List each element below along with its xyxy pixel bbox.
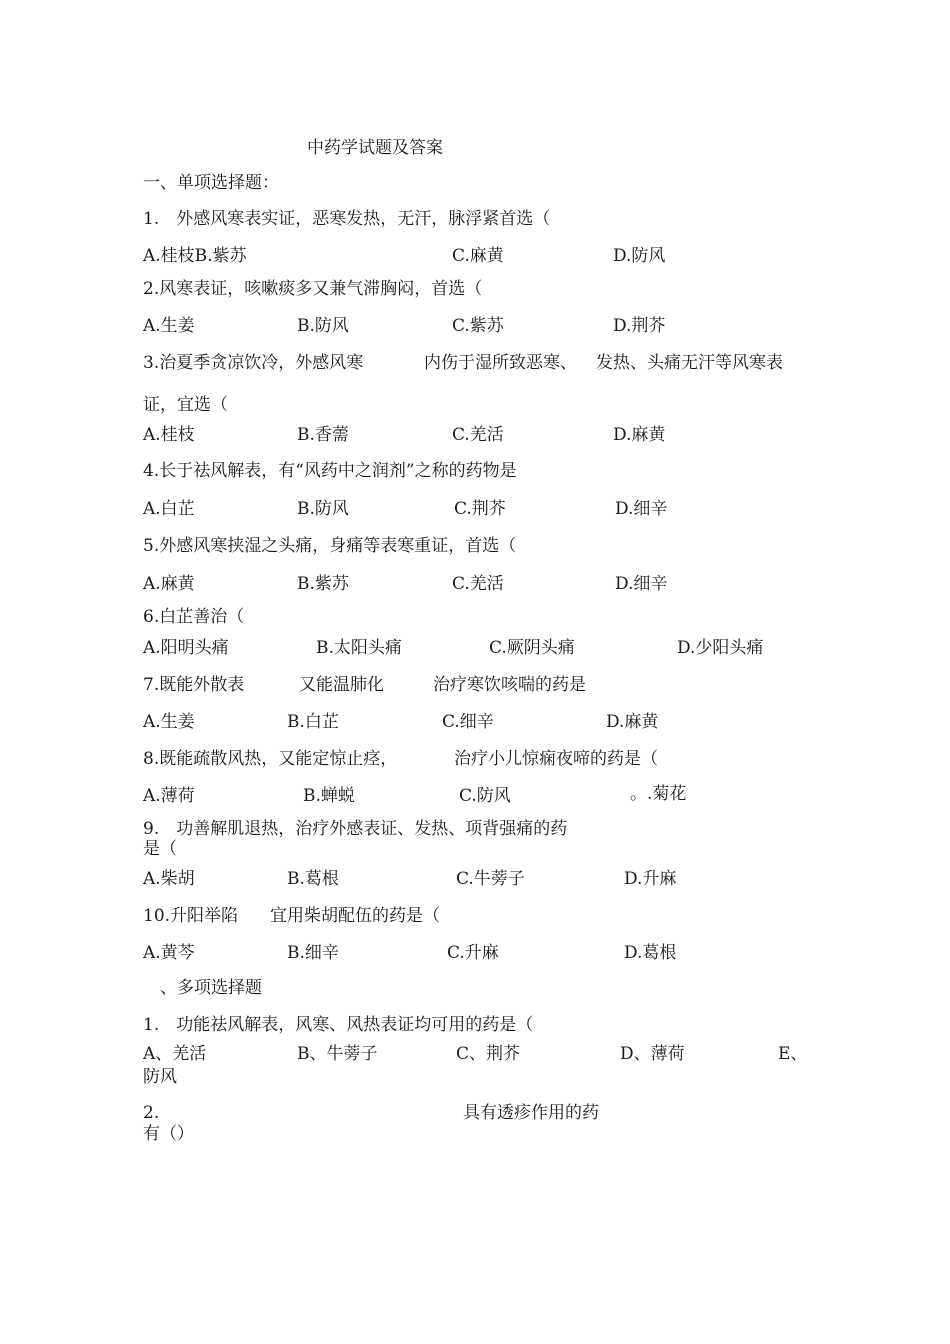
option: B.防风 — [297, 316, 349, 336]
option: D.细辛 — [615, 574, 668, 594]
section1-heading: 一、单项选择题： — [143, 173, 279, 193]
option: A、羌活 — [143, 1044, 207, 1064]
question-stem: 3.治夏季贪凉饮冷，外感风寒 — [143, 353, 364, 373]
option: D.麻黄 — [606, 712, 659, 732]
question-stem: 有（） — [143, 1124, 194, 1144]
question-stem: 具有透疹作用的药 — [463, 1103, 599, 1123]
question-stem: 8.既能疏散风热，又能定惊止痉， — [143, 749, 398, 769]
option: B.紫苏 — [297, 574, 349, 594]
question-stem: 1. 外感风寒表实证，恶寒发热，无汗，脉浮紧首选（ — [143, 209, 551, 229]
question-stem: 治疗小儿惊痫夜啼的药是（ — [454, 749, 658, 769]
option: C.防风 — [459, 786, 511, 806]
question-stem: 宜用柴胡配伍的药是（ — [270, 906, 440, 926]
question-stem: 10.升阳举陷 — [143, 906, 239, 926]
section2-heading: 、多项选择题 — [160, 978, 262, 998]
option: A.桂枝 — [143, 425, 195, 445]
question-stem: 1. 功能祛风解表，风寒、风热表证均可用的药是（ — [143, 1015, 534, 1035]
option: B.白芷 — [287, 712, 339, 732]
question-stem: 7.既能外散表 — [143, 675, 245, 695]
option: D.防风 — [613, 246, 666, 266]
option: B、牛蒡子 — [297, 1044, 378, 1064]
question-stem: 是（ — [143, 839, 177, 859]
question-stem: 5.外感风寒挟湿之头痛，身痛等表寒重证，首选（ — [143, 536, 517, 556]
document-title: 中药学试题及答案 — [307, 138, 443, 158]
question-stem: 9. 功善解肌退热，治疗外感表证、发热、项背强痛的药 — [143, 819, 568, 839]
option: B.葛根 — [287, 869, 339, 889]
option: A.麻黄 — [143, 574, 195, 594]
option: C.麻黄 — [452, 246, 504, 266]
option: D.升麻 — [624, 869, 677, 889]
question-stem: 治疗寒饮咳喘的药是 — [433, 675, 586, 695]
option: A.白芷 — [143, 499, 195, 519]
option: C.羌活 — [452, 425, 504, 445]
option: E、 — [778, 1044, 808, 1064]
option: 防风 — [143, 1067, 177, 1087]
question-stem: 4.长于祛风解表，有“风药中之润剂”之称的药物是 — [143, 461, 517, 481]
option: A.生姜 — [143, 316, 195, 336]
option: D.麻黄 — [613, 425, 666, 445]
option: B.蝉蜕 — [303, 786, 355, 806]
option: C.细辛 — [442, 712, 494, 732]
option: C.荆芥 — [454, 499, 506, 519]
option: A.薄荷 — [143, 786, 195, 806]
option: A.阳明头痛 — [143, 638, 229, 658]
question-stem: 6.白芷善治（ — [143, 607, 245, 627]
option: A.生姜 — [143, 712, 195, 732]
question-stem: 2. — [143, 1103, 160, 1123]
option: C、荆芥 — [456, 1044, 521, 1064]
option: C.紫苏 — [452, 316, 504, 336]
option: A.桂枝B.紫苏 — [143, 246, 247, 266]
option: D.少阳头痛 — [677, 638, 764, 658]
option: D.荆芥 — [613, 316, 666, 336]
option: C.升麻 — [447, 943, 499, 963]
option: D.葛根 — [624, 943, 677, 963]
option: B.防风 — [297, 499, 349, 519]
question-stem: 证，宜选（ — [143, 395, 228, 415]
option: B.细辛 — [287, 943, 339, 963]
option: C.厥阴头痛 — [489, 638, 575, 658]
option: B.香薷 — [297, 425, 349, 445]
question-stem: 内伤于湿所致恶寒、 — [424, 353, 577, 373]
option: C.羌活 — [452, 574, 504, 594]
option: D.细辛 — [615, 499, 668, 519]
question-stem: 发热、头痛无汗等风寒表 — [596, 353, 783, 373]
option: C.牛蒡子 — [456, 869, 525, 889]
option: A.黄芩 — [143, 943, 195, 963]
option: A.柴胡 — [143, 869, 195, 889]
option: B.太阳头痛 — [316, 638, 402, 658]
question-stem: 又能温肺化 — [299, 675, 384, 695]
option: 。.菊花 — [630, 784, 687, 804]
option: D、薄荷 — [620, 1044, 685, 1064]
question-stem: 2.风寒表证，咳嗽痰多又兼气滞胸闷，首选（ — [143, 279, 483, 299]
